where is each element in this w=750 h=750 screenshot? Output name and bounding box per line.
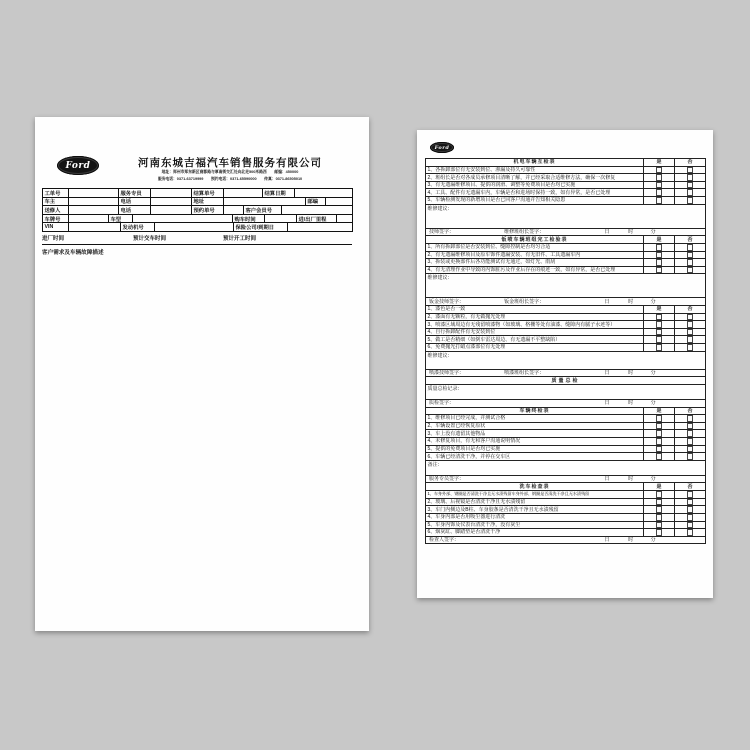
checklist-item: 5、做工是否精细（如倒车雷达周边、有无遗漏不平整缺陷） [426, 336, 644, 344]
checkbox-yes[interactable] [656, 506, 663, 513]
no-cell [675, 266, 706, 274]
section-c-header-row [426, 306, 706, 314]
no-column-header: 否 [675, 407, 706, 415]
field-value [337, 215, 353, 224]
yes-cell [644, 321, 675, 329]
checkbox-no[interactable] [687, 244, 694, 251]
section-d-header-row [426, 407, 706, 415]
field-label-start-time: 预计开工时间 [223, 236, 257, 242]
no-cell [675, 251, 706, 259]
field-value [69, 206, 119, 215]
checkbox-yes[interactable] [656, 499, 663, 506]
checklist-item: 3、有无遗漏维修项目、提供的润滑、调整等免费项目是否均已实施 [426, 181, 644, 189]
checkbox-yes[interactable] [656, 252, 663, 259]
repair-suggestion-label: 维修建议： [426, 204, 706, 228]
hour-label: 时 [628, 370, 634, 377]
section-a-header-row [426, 159, 706, 167]
checklist-item: 4、车身内部是否用吸尘器进行清洗 [426, 513, 644, 521]
field-label-settlement-no: 结算单号 [192, 189, 224, 198]
checkbox-no[interactable] [687, 453, 694, 460]
yes-cell [644, 336, 675, 344]
checklist-item: 4、有无清理作业中导致的内饰脏污及作业后存在的痕迹一致，如有异常，是否已处理 [426, 266, 644, 274]
checklist-row [426, 251, 706, 259]
field-value [151, 198, 192, 207]
checkbox-yes[interactable] [656, 522, 663, 529]
field-label-purchase-date: 购车时间 [233, 215, 265, 224]
yes-cell [644, 506, 675, 514]
field-label-phone: 电话 [119, 198, 151, 207]
checklist-item: 1、维修项目已经完成，并测试合格 [426, 415, 644, 423]
yes-cell [644, 437, 675, 445]
company-name: 河南东城吉福汽车销售服务有限公司 [138, 157, 322, 169]
company-address: 地址：郑州市郑东新区商都路与厚南街交汇处向北走500米路西 邮编：450000 [161, 170, 299, 174]
checklist-row [426, 437, 706, 445]
yes-cell [644, 529, 675, 537]
repair-suggestion-label: 维修建议： [426, 351, 706, 369]
field-value [133, 215, 233, 224]
checklist-row [426, 328, 706, 336]
checkbox-yes[interactable] [656, 529, 663, 536]
checklist-item: 5、车身内饰及仪表台清洗干净，没有灰尘 [426, 521, 644, 529]
field-label-mileage: 进/出厂里程 [297, 215, 337, 224]
checklist-item: 1、各拆卸部位有无安装到位、渗漏及持久可靠性 [426, 166, 644, 174]
work-order-header [35, 153, 369, 185]
no-cell [675, 189, 706, 197]
field-label-model: 车型 [109, 215, 133, 224]
checkbox-no[interactable] [687, 167, 694, 174]
checkbox-no[interactable] [687, 506, 694, 513]
work-order-page [35, 117, 369, 631]
technician-signature-label: 钣金技师签字： [429, 298, 465, 305]
ford-logo-text: Ford [65, 160, 91, 171]
yes-cell [644, 491, 675, 499]
checkbox-no[interactable] [687, 314, 694, 321]
checklist-item: 4、未修复项目，有无和客户沟通说明情况 [426, 437, 644, 445]
field-label-member-no: 客户会员号 [244, 206, 282, 215]
yes-column-header: 是 [644, 483, 675, 491]
no-cell [675, 197, 706, 205]
ford-logo-text: Ford [434, 144, 450, 151]
checkbox-no[interactable] [687, 336, 694, 343]
field-value [69, 189, 119, 198]
field-label-phone: 电话 [119, 206, 151, 215]
customer-request-heading: 客户需求及车辆故障描述 [42, 250, 104, 256]
checkbox-yes[interactable] [656, 189, 663, 196]
checklist-item: 1、车身外部、钢圈是否清洗干净且无水渍残留车身外部、钢圈是否清洗干净且无水渍残留 [426, 491, 644, 499]
remark-row [426, 460, 706, 475]
field-label-engine-no: 发动机号 [121, 223, 155, 232]
field-value [265, 215, 297, 224]
yes-cell [644, 181, 675, 189]
foreman-signature-label: 维修班组长签字： [504, 229, 545, 236]
yes-cell [644, 415, 675, 423]
checklist-row [426, 243, 706, 251]
yes-cell [644, 328, 675, 336]
checklist-row [426, 529, 706, 537]
checklist-item: 2、漆面有无颗粒，有无做抛光处理 [426, 313, 644, 321]
checkbox-no[interactable] [687, 344, 694, 351]
field-label-plate-no: 车牌号 [43, 215, 69, 224]
yes-column-header: 是 [644, 407, 675, 415]
section-a-title: 机电车辆互检表 [426, 159, 644, 167]
checkbox-yes[interactable] [656, 438, 663, 445]
checkbox-no[interactable] [687, 514, 694, 521]
checklist-row [426, 344, 706, 352]
yes-column-header: 是 [644, 236, 675, 244]
checkbox-no[interactable] [687, 446, 694, 453]
info-row-1 [43, 189, 353, 198]
inspection-tables [425, 158, 706, 544]
company-phones: 服务电话：0371-63719999 预约电话：0371-65590000 传真：0371-86505010 [157, 177, 303, 181]
foreman-signature-label: 钣金班组长签字： [504, 298, 545, 305]
hour-label: 时 [628, 476, 634, 483]
no-cell [675, 313, 706, 321]
checklist-row [426, 513, 706, 521]
checklist-row [426, 166, 706, 174]
field-label-address: 地址 [192, 198, 224, 207]
divider-line [42, 244, 352, 245]
no-cell [675, 513, 706, 521]
repair-suggestion-row [426, 204, 706, 228]
no-cell [675, 445, 706, 453]
checkbox-yes[interactable] [656, 415, 663, 422]
checkbox-yes[interactable] [656, 167, 663, 174]
checkbox-no[interactable] [687, 423, 694, 430]
checkbox-no[interactable] [687, 329, 694, 336]
checkbox-yes[interactable] [656, 321, 663, 328]
signature-row [426, 369, 706, 377]
field-value [282, 206, 353, 215]
no-cell [675, 521, 706, 529]
checklist-item: 4、工具、配件有无遗漏车内，车辆是否和进场时保持一致，如有异常，是否已处理 [426, 189, 644, 197]
remark-label: 备注： [426, 460, 706, 475]
checkbox-yes[interactable] [656, 267, 663, 274]
qc-record-row [426, 384, 706, 399]
no-column-header: 否 [675, 306, 706, 314]
no-cell [675, 506, 706, 514]
checkbox-no[interactable] [687, 499, 694, 506]
yes-column-header: 是 [644, 159, 675, 167]
no-cell [675, 336, 706, 344]
no-cell [675, 174, 706, 182]
checklist-item: 3、车上没有遗留其他物品 [426, 430, 644, 438]
checklist-item: 2、有无遗漏维修项目及原车饰件遗漏安装、有无旧件、工具遗漏车内 [426, 251, 644, 259]
ford-logo-icon [57, 156, 99, 175]
field-label-settlement-date: 结算日期 [263, 189, 295, 198]
checklist-row [426, 321, 706, 329]
inspection-checklist-page [417, 130, 713, 598]
checkbox-no[interactable] [687, 430, 694, 437]
checkbox-yes[interactable] [656, 514, 663, 521]
checkbox-no[interactable] [687, 189, 694, 196]
info-row-3 [43, 206, 353, 215]
checklist-item: 3、车门内侧边及B柱、车身胶条是否清洗干净且无水渍残留 [426, 506, 644, 514]
checklist-row [426, 181, 706, 189]
field-value [69, 223, 121, 232]
yes-cell [644, 498, 675, 506]
checklist-row [426, 259, 706, 267]
checklist-item: 3、拆装或更换部件后各功能测试有无通过，如灯光、雨刮 [426, 259, 644, 267]
field-label-sender: 送修人 [43, 206, 69, 215]
yes-cell [644, 243, 675, 251]
day-label: 日 [604, 537, 610, 544]
yes-cell [644, 174, 675, 182]
checkbox-yes[interactable] [656, 453, 663, 460]
checkbox-no[interactable] [687, 259, 694, 266]
section-d-title: 车辆终检表 [426, 407, 644, 415]
checklist-row [426, 430, 706, 438]
inspector-signature-label: 检查人签字： [429, 537, 460, 544]
no-cell [675, 453, 706, 461]
yes-cell [644, 430, 675, 438]
no-cell [675, 430, 706, 438]
foreman-signature-label: 喷漆班组长签字： [504, 370, 545, 377]
no-cell [675, 321, 706, 329]
section-b-header-row [426, 236, 706, 244]
yes-cell [644, 313, 675, 321]
field-label-order-no: 工单号 [43, 189, 69, 198]
yes-cell [644, 259, 675, 267]
checkbox-no[interactable] [687, 522, 694, 529]
field-label-delivery-time: 预计交车时间 [133, 236, 167, 242]
field-value [69, 215, 109, 224]
checkbox-no[interactable] [687, 267, 694, 274]
checklist-row [426, 197, 706, 205]
yes-cell [644, 189, 675, 197]
checklist-row [426, 174, 706, 182]
signature-row [426, 228, 706, 236]
yes-cell [644, 266, 675, 274]
checkbox-no[interactable] [687, 174, 694, 181]
qc-header-row [426, 377, 706, 385]
checkbox-no[interactable] [687, 529, 694, 536]
checklist-row [426, 313, 706, 321]
checklist-row [426, 266, 706, 274]
yes-cell [644, 251, 675, 259]
checklist-item: 1、所有拆卸部位是否安装到位、缝隙控制是否均匀合适 [426, 243, 644, 251]
checklist-item: 6、烟灰缸、脚踏垫是否清洗干净 [426, 529, 644, 537]
no-cell [675, 529, 706, 537]
field-value [69, 198, 119, 207]
yes-cell [644, 521, 675, 529]
checklist-item: 6、车辆已经清洗干净，并停在交车区 [426, 453, 644, 461]
minute-label: 分 [650, 537, 656, 544]
yes-cell [644, 166, 675, 174]
technician-signature-label: 技师签字： [429, 229, 455, 236]
field-value [326, 198, 353, 207]
work-order-info-table [42, 188, 353, 232]
info-row-2 [43, 198, 353, 207]
repair-suggestion-label: 维修建议： [426, 274, 706, 298]
field-value [224, 189, 263, 198]
yes-cell [644, 344, 675, 352]
ford-logo-icon [430, 142, 454, 153]
checkbox-yes[interactable] [656, 446, 663, 453]
no-cell [675, 498, 706, 506]
checkbox-yes[interactable] [656, 174, 663, 181]
checklist-item: 6、免费抛光打蜡点漆部位有无处理 [426, 344, 644, 352]
time-fields-row [42, 234, 352, 243]
checkbox-no[interactable] [687, 438, 694, 445]
checklist-item: 5、车辆检测发现的新增项目是否已同客户沟通并告知相关隐患 [426, 197, 644, 205]
field-value [151, 206, 192, 215]
hour-label: 时 [628, 400, 634, 407]
field-value [151, 189, 192, 198]
yes-cell [644, 197, 675, 205]
checkbox-no[interactable] [687, 197, 694, 204]
checklist-item: 2、玻璃、后视镜是否清洗干净且无水渍残留 [426, 498, 644, 506]
no-cell [675, 181, 706, 189]
signature-row [426, 536, 706, 544]
yes-cell [644, 453, 675, 461]
day-label: 日 [604, 476, 610, 483]
checklist-row [426, 521, 706, 529]
minute-label: 分 [650, 476, 656, 483]
no-cell [675, 344, 706, 352]
day-label: 日 [604, 370, 610, 377]
technician-signature-label: 喷漆技师签字： [429, 370, 465, 377]
no-cell [675, 328, 706, 336]
checklist-row [426, 415, 706, 423]
day-label: 日 [604, 298, 610, 305]
field-value [155, 223, 234, 232]
no-cell [675, 437, 706, 445]
field-value [295, 189, 353, 198]
checkbox-yes[interactable] [656, 259, 663, 266]
info-row-4 [43, 215, 353, 224]
checkbox-yes[interactable] [656, 182, 663, 189]
hour-label: 时 [628, 298, 634, 305]
section-e-title: 洗车检查表 [426, 483, 644, 491]
no-cell [675, 491, 706, 499]
checkbox-yes[interactable] [656, 344, 663, 351]
signature-row [426, 298, 706, 306]
checklist-item: 4、自行拆卸配件有无安装到位 [426, 328, 644, 336]
qc-record-label: 质量总检记录： [426, 384, 706, 399]
day-label: 日 [604, 229, 610, 236]
field-value [288, 223, 353, 232]
repair-suggestion-row [426, 274, 706, 298]
field-value [224, 198, 306, 207]
yes-cell [644, 445, 675, 453]
section-e-header-row [426, 483, 706, 491]
qc-title: 质量总检 [426, 377, 706, 385]
section-b-title: 钣喷车辆班组完工检验表 [426, 236, 644, 244]
no-cell [675, 166, 706, 174]
checkbox-yes[interactable] [656, 314, 663, 321]
yes-cell [644, 513, 675, 521]
checkbox-no[interactable] [687, 491, 694, 498]
no-cell [675, 415, 706, 423]
no-cell [675, 259, 706, 267]
yes-column-header: 是 [644, 306, 675, 314]
hour-label: 时 [628, 537, 634, 544]
checkbox-no[interactable] [687, 182, 694, 189]
checklist-row [426, 491, 706, 499]
checklist-row [426, 506, 706, 514]
field-label-postcode: 邮编 [306, 198, 326, 207]
signature-row [426, 475, 706, 483]
checklist-row [426, 445, 706, 453]
service-advisor-signature-label: 服务专员签字： [429, 476, 465, 483]
no-cell [675, 422, 706, 430]
field-label-booking-no: 预约单号 [192, 206, 224, 215]
field-label-vin: VIN [43, 223, 69, 232]
checkbox-no[interactable] [687, 415, 694, 422]
checkbox-yes[interactable] [656, 430, 663, 437]
checkbox-yes[interactable] [656, 423, 663, 430]
checkbox-yes[interactable] [656, 197, 663, 204]
minute-label: 分 [650, 400, 656, 407]
field-label-arrival-time: 进厂时间 [42, 236, 65, 242]
no-column-header: 否 [675, 236, 706, 244]
field-label-owner: 车主 [43, 198, 69, 207]
checklist-item: 2、班组长是否对各成员承修项目清晰了解，并已经采取合适维修方法，确保一次修复 [426, 174, 644, 182]
qc-signature-label: 质检签字： [429, 400, 455, 407]
checklist-item: 2、车辆设置已经恢复原状 [426, 422, 644, 430]
hour-label: 时 [628, 229, 634, 236]
no-column-header: 否 [675, 483, 706, 491]
repair-suggestion-row [426, 351, 706, 369]
no-column-header: 否 [675, 159, 706, 167]
yes-cell [644, 422, 675, 430]
checklist-item: 5、提供的免费项目是否均已实施 [426, 445, 644, 453]
checklist-row [426, 189, 706, 197]
checklist-row [426, 498, 706, 506]
checklist-row [426, 453, 706, 461]
signature-row [426, 399, 706, 407]
checkbox-yes[interactable] [656, 329, 663, 336]
checkbox-yes[interactable] [656, 491, 663, 498]
field-label-insurance: 保险公司/到期日 [234, 223, 288, 232]
checkbox-yes[interactable] [656, 336, 663, 343]
checkbox-no[interactable] [687, 321, 694, 328]
checklist-row [426, 336, 706, 344]
day-label: 日 [604, 400, 610, 407]
checkbox-no[interactable] [687, 252, 694, 259]
field-value [224, 206, 244, 215]
minute-label: 分 [650, 298, 656, 305]
no-cell [675, 243, 706, 251]
checklist-item: 1、漆色是否一致 [426, 306, 644, 314]
checklist-row [426, 422, 706, 430]
minute-label: 分 [650, 229, 656, 236]
info-row-5 [43, 223, 353, 232]
checkbox-yes[interactable] [656, 244, 663, 251]
field-label-service-advisor: 服务专员 [119, 189, 151, 198]
checklist-item: 3、喷漆区域周边有无残留喷漆物（如玻璃、格栅等处有油漆、缝隙内有腻子水迹等） [426, 321, 644, 329]
minute-label: 分 [650, 370, 656, 377]
